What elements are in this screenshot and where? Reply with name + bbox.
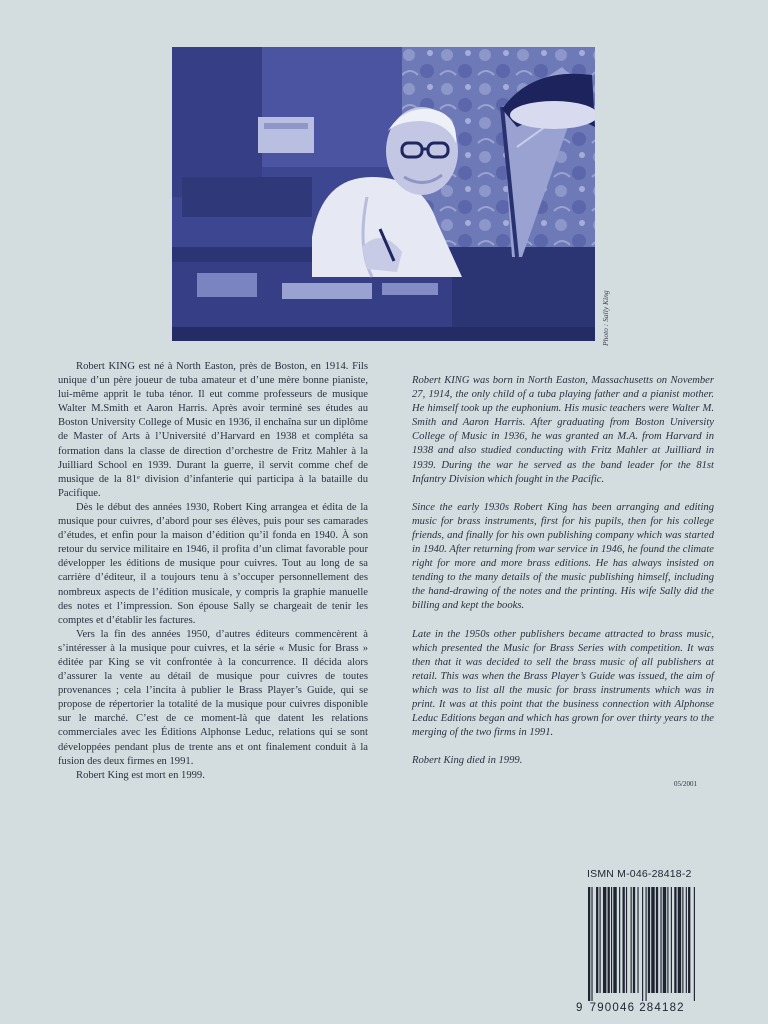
barcode-lead-digit: 9 — [576, 1002, 584, 1014]
barcode-bar — [663, 887, 666, 993]
barcode-bar — [596, 887, 598, 993]
barcode-bar — [588, 887, 590, 1001]
barcode-bar — [686, 887, 687, 993]
barcode-digits — [576, 1002, 685, 1014]
barcode-bar — [648, 887, 650, 993]
barcode-bar — [682, 887, 683, 993]
barcode-bar — [678, 887, 681, 993]
barcode-bar — [688, 887, 690, 993]
barcode-bar — [600, 887, 601, 993]
french-paragraph: Dès le début des années 1930, Robert King arrangea et édita de la musique pour cuivres, d’abord pour ses élèves, puis pour ses camarades d’études, et enfin pour la maison d’édition qu’il fonda en 1940. À son retour du service militaire en 1946, il profita d’un climat favorable pour développer les éditions de musique pour cuivres. Tout au long de sa carrière d’éditeur, il a toujours tenu à s’occuper personnellement des nombreux aspects de l’édition musicale, y compris la graphie manuelle des notes et l’impression. Son épouse Sally se chargeait de tenir les comptes et d’établir les factures. — [58, 501, 368, 626]
barcode-bar — [611, 887, 612, 993]
barcode-bar — [660, 887, 661, 993]
barcode-bar — [626, 887, 627, 993]
french-paragraph: Vers la fin des années 1950, d’autres éditeurs commencèrent à s’intéresser à la musique pour cuivres, et la série « Music for Brass » éditée par King se vit confrontée à la concurrence. Il décida alors d’assurer la vente au détail de musique pour cuivres de toutes provenances ; cela l’incita à publier le Brass Player’s Guide, qui se propose de répertorier la totalité de la musique pour cuivres disponible sur le marché. C’est de ce moment-là que datent les relations commerciales avec les Éditions Alphonse Leduc, relations qui se sont développées pendant plus de trente ans et ont finalement conduit à la fusion des deux firmes en 1991. — [58, 628, 368, 767]
english-paragraph: Late in the 1950s other publishers became attracted to brass music, which presented the Music for Brass Series with competition. It was then that it was decided to sell the brass music of all publishers at retail. This was when the Brass Player’s Guide was issued, the aim of which was to list all the music for brass instruments which was in print. It was at this point that the business connection with Alphonse Leduc Editions began and which has grown for over thirty years to the merging of the two firms in 1991. — [412, 628, 714, 739]
edition-date: 05/2001 — [674, 780, 697, 788]
barcode-bar — [613, 887, 616, 993]
barcode-bar — [637, 887, 638, 993]
barcode-bar — [623, 887, 625, 993]
barcode-bar — [631, 887, 632, 993]
portrait-photo — [172, 47, 595, 341]
french-paragraph: Robert King est mort en 1999. — [76, 769, 205, 781]
barcode-group-right: 284182 — [639, 1002, 685, 1014]
barcode-bar — [656, 887, 658, 993]
barcode-bar — [591, 887, 592, 1001]
photo-credit: Photo : Sally King — [601, 290, 610, 346]
barcode-bar — [694, 887, 695, 1001]
barcode-group-left: 790046 — [589, 1002, 636, 1014]
barcode-bar — [671, 887, 672, 993]
barcode-bar — [619, 887, 620, 993]
barcode-bar — [603, 887, 606, 993]
barcode-bar — [633, 887, 635, 993]
barcode-bar — [651, 887, 654, 993]
barcode-bar — [608, 887, 610, 993]
english-paragraph: Robert KING was born in North Easton, Massachusetts on November 27, 1914, the only child of a tuba playing father and a pianist mother. He himself took up the euphonium. His music teachers were Walter M. Smith and Aaron Harris. After graduating from Boston University College of Music in 1936, he was granted an M.A. from Harvard in 1938 and also studied conducting with Fritz Mahler at Juilliard in 1939. During the war he served as the band leader for the 81st Infantry Division which fought in the Pacific. — [412, 375, 714, 485]
english-paragraph: Since the early 1930s Robert King has been arranging and editing music for brass instruments, first for his pupils, then for his college friends, and finally for his own publishing company which was started in 1940. After returning from war service in 1946, he found the climate right for more and more brass editions. He has always insisted on tending to the many details of the music publishing himself, including the hand-drawing of the notes and the printing. His wife Sally did the billing and kept the books. — [412, 501, 714, 612]
english-biography — [412, 360, 714, 782]
barcode-bar — [674, 887, 676, 993]
barcode-bar — [646, 887, 647, 1001]
french-paragraph: Robert KING est né à North Easton, près de Boston, en 1914. Fils unique d’un père joueur de tuba amateur et d’une mère bonne pianiste, lui-même apprit le tuba ténor. Il eut comme professeurs de musique Walter M.Smith et Aaron Harris. Après avoir terminé ses études au Boston University College of Music en 1936, il enchaîna sur un diplôme de Master of Arts à l’Université d’Harvard en 1938 et compléta sa formation dans la classe de direction d’orchestre de Fritz Mahler à la Juilliard School en 1939. Durant la guerre, il servit comme chef de musique de la 81ᵉ division d’infanterie qui participa à la bataille du Pacifique. — [58, 361, 368, 499]
french-biography — [58, 360, 368, 783]
barcode-graphic — [586, 887, 740, 1001]
ismn-number: ISMN M-046-28418-2 — [587, 868, 692, 880]
barcode-bar — [667, 887, 668, 993]
barcode-bar — [642, 887, 643, 1001]
english-paragraph: Robert King died in 1999. — [412, 755, 523, 767]
